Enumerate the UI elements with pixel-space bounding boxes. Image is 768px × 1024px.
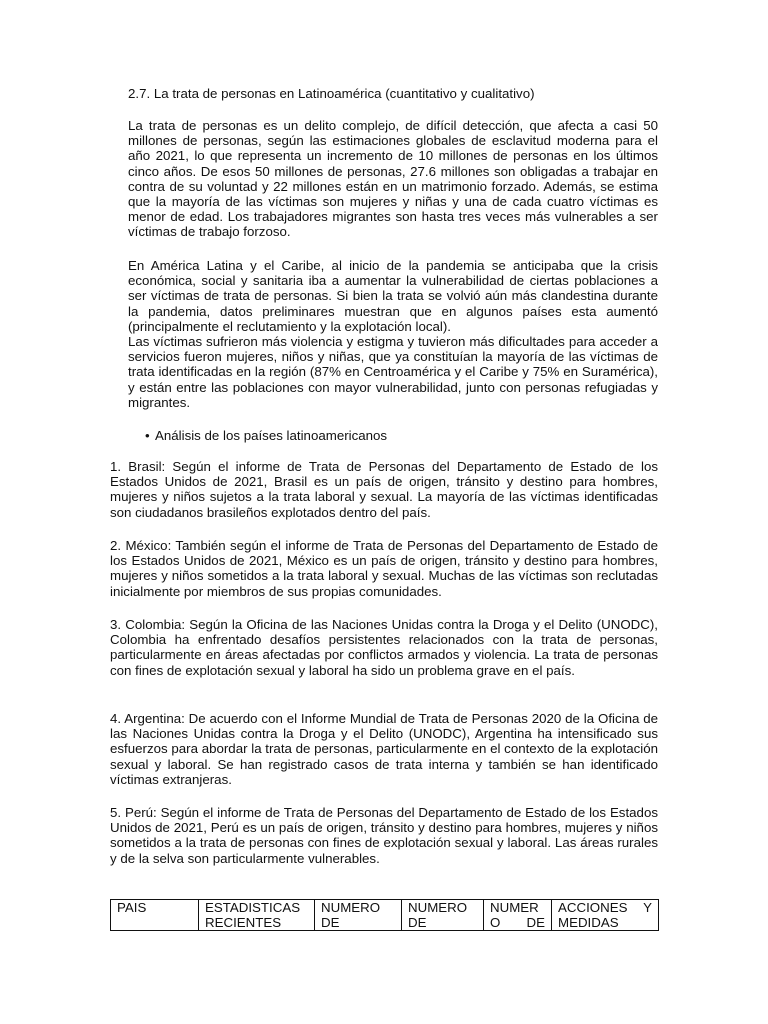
paragraph-victims-vulnerability: Las víctimas sufrieron más violencia y estigma y tuvieron más dificultades para acceder a servicios fueron mujeres, niños y niñas, que ya constituían la mayoría de las víctimas de trata identificadas en la región (87% en Centroamérica y el Caribe y 75% en Suramérica), y están entre las poblaciones con mayor vulnerabilidad, junto con personas refugiadas y migrantes. (128, 334, 658, 410)
table-header-row (111, 900, 659, 931)
country-mexico: 2. México: También según el informe de Trata de Personas del Departamento de Estado de los Estados Unidos de 2021, México es un país de origen, tránsito y destino para hombres, mujeres y niños sometidos a la trata laboral y sexual. Muchas de las víctimas son reclutadas inicialmente por miembros de sus propias comunidades. (110, 538, 658, 599)
paragraph-latin-america-pandemic: En América Latina y el Caribe, al inicio de la pandemia se anticipaba que la crisis económica, social y sanitaria iba a aumentar la vulnerabilidad de ciertas poblaciones a ser víctimas de trata de personas. Si bien la trata se volvió aún más clandestina durante la pandemia, datos preliminares muestran que en algunos países esta aumentó (principalmente el reclutamiento y la explotación local). (128, 258, 658, 334)
section-heading: 2.7. La trata de personas en Latinoamérica (cuantitativo y cualitativo) (128, 86, 535, 101)
country-argentina: 4. Argentina: De acuerdo con el Informe Mundial de Trata de Personas 2020 de la Oficina de las Naciones Unidas contra la Droga y el Delito (UNODC), Argentina ha intensificado sus esfuerzos para abordar la trata de personas, particularmente en el contexto de la explotación sexual y laboral. Se han registrado casos de trata interna y también se han identificado víctimas extranjeras. (110, 711, 658, 787)
table-header-pais: PAIS (111, 900, 199, 931)
table-header-acciones: ACCIONES Y MEDIDAS (552, 900, 659, 931)
country-peru: 5. Perú: Según el informe de Trata de Personas del Departamento de Estado de los Estados Unidos de 2021, Perú es un país de origen, tránsito y destino para hombres, mujeres y niños sometidos a la trata de personas con fines de explotación sexual y laboral. Las áreas rurales y de la selva son particularmente vulnerables. (110, 805, 658, 866)
paragraph-global-estimates: La trata de personas es un delito complejo, de difícil detección, que afecta a casi 50 millones de personas, según las estimaciones globales de esclavitud moderna para el año 2021, lo que representa un incremento de 10 millones de personas en los últimos cinco años. De esos 50 millones de personas, 27.6 millones son obligadas a trabajar en contra de su voluntad y 22 millones están en un matrimonio forzado. Además, se estima que la mayoría de las víctimas son mujeres y niñas y una de cada cuatro víctimas es menor de edad. Los trabajadores migrantes son hasta tres veces más vulnerables a ser víctimas de trabajo forzoso. (128, 118, 658, 240)
bullet-dot-icon: • (145, 428, 150, 443)
country-colombia: 3. Colombia: Según la Oficina de las Naciones Unidas contra la Droga y el Delito (UNODC), Colombia ha enfrentado desafíos persistentes relacionados con la trata de personas, particularmente en áreas afectadas por conflictos armados y violencia. La trata de personas con fines de explotación sexual y laboral ha sido un problema grave en el país. (110, 617, 658, 678)
statistics-table (110, 899, 659, 931)
bullet-item (145, 428, 387, 443)
table-header-numero-2: NUMERO DE (402, 900, 484, 931)
table-header-numero-1: NUMERO DE (315, 900, 402, 931)
table-header-estadisticas: ESTADISTICAS RECIENTES (199, 900, 315, 931)
country-brasil: 1. Brasil: Según el informe de Trata de Personas del Departamento de Estado de los Estados Unidos de 2021, Brasil es un país de origen, tránsito y destino para hombres, mujeres y niños sujetos a la trata laboral y sexual. La mayoría de las víctimas identificadas son ciudadanos brasileños explotados dentro del país. (110, 459, 658, 520)
table-header-numero-3: NUMER O DE (484, 900, 552, 931)
bullet-label: Análisis de los países latinoamericanos (155, 428, 388, 443)
